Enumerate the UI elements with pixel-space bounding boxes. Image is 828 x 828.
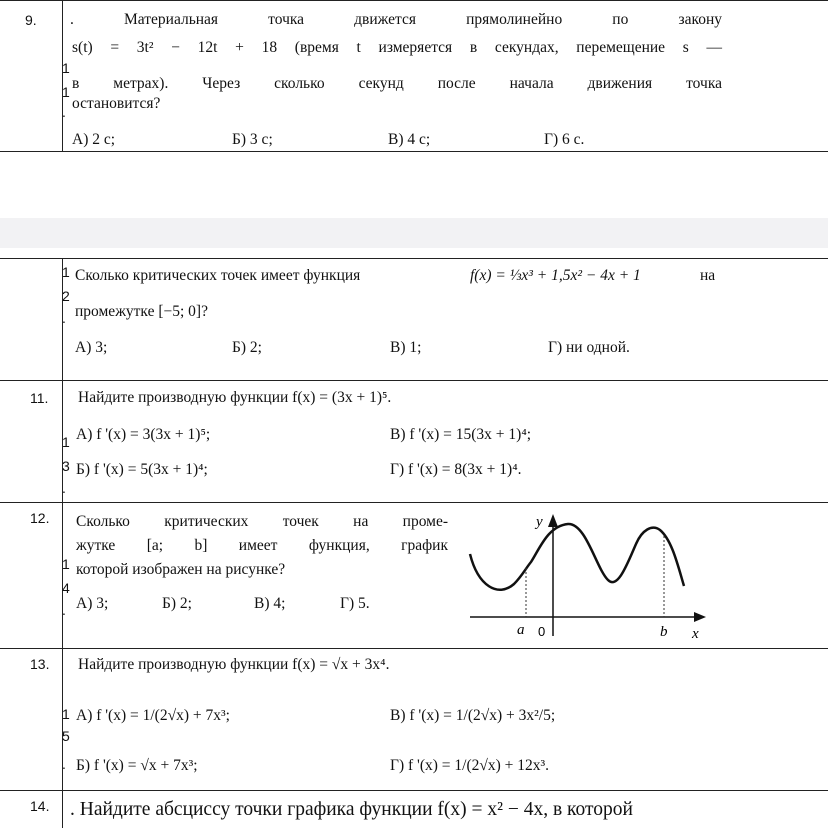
q10-line2: промежутке [−5; 0]? — [75, 303, 208, 320]
q10-side-2: 2 — [62, 288, 70, 304]
q11-side-3: . — [62, 480, 66, 496]
x-axis-label: x — [692, 626, 699, 642]
q9-side-3: . — [62, 104, 66, 120]
q12-side-2: 4 — [62, 580, 70, 596]
q11-side-1: 1 — [62, 434, 70, 450]
q9-line1: . Материальная точка движется прямолинейно по закону — [70, 11, 722, 28]
q14-text: . Найдите абсциссу точки графика функции f(x) = x² − 4x, в которой — [70, 799, 633, 820]
q12-line3: которой изображен на рисунке? — [76, 561, 286, 578]
q12-line1: Сколько критических точек на проме- — [76, 513, 448, 530]
answer-d: Г) 6 с. — [544, 131, 585, 148]
answer-d: Г) 5. — [340, 595, 370, 612]
q10-line1b: на — [700, 267, 716, 284]
answer-c: В) 4 с; — [388, 131, 431, 148]
q10-formula: f(x) = ⅓x³ + 1,5x² − 4x + 1 — [470, 267, 641, 284]
answer-b: Б) f '(x) = √x + 7x³; — [76, 757, 198, 774]
q10-line1a: Сколько критических точек имеет функция — [75, 267, 361, 284]
q12-line2: жутке [a; b] имеет функция, график — [76, 537, 448, 554]
q13-side-2: 5 — [62, 728, 70, 744]
answer-b: Б) 2; — [232, 339, 262, 356]
q9-side-2: 1 — [62, 84, 70, 100]
a-label: a — [517, 622, 525, 638]
answer-c: В) f '(x) = 1/(2√x) + 3x²/5; — [390, 707, 556, 724]
answer-c: В) 4; — [254, 595, 286, 612]
answer-d: Г) ни одной. — [548, 339, 630, 356]
answer-b: Б) f '(x) = 5(3x + 1)⁴; — [76, 461, 208, 478]
answer-a: А) f '(x) = 3(3x + 1)⁵; — [76, 426, 211, 443]
question-number: 14. — [30, 798, 50, 814]
q13-question: Найдите производную функции f(x) = √x + 3x⁴. — [78, 656, 390, 673]
question-number: 12. — [30, 510, 50, 526]
q11-side-2: 3 — [62, 458, 70, 474]
answer-b: Б) 2; — [162, 595, 192, 612]
question-number: 13. — [30, 656, 50, 672]
answer-a: А) 3; — [76, 595, 109, 612]
answer-c: В) f '(x) = 15(3x + 1)⁴; — [390, 426, 532, 443]
q12-side-1: 1 — [62, 556, 70, 572]
question-number: 9. — [25, 12, 37, 28]
q13-side-3: . — [62, 756, 66, 772]
function-graph — [456, 506, 716, 646]
answer-d: Г) f '(x) = 8(3x + 1)⁴. — [390, 461, 522, 478]
q9-line4: остановится? — [72, 95, 161, 112]
answer-a: А) f '(x) = 1/(2√x) + 7x³; — [76, 707, 230, 724]
answer-d: Г) f '(x) = 1/(2√x) + 12x³. — [390, 757, 550, 774]
page-gap — [0, 218, 828, 248]
q9-line3: в метрах). Через сколько секунд после начала движения точка — [72, 75, 722, 92]
q10-side-1: 1 — [62, 264, 70, 280]
b-label: b — [660, 624, 668, 640]
q13-side-1: 1 — [62, 706, 70, 722]
q9-side-1: 1 — [62, 60, 70, 76]
answer-c: В) 1; — [390, 339, 422, 356]
q10-side-3: . — [62, 310, 66, 326]
answer-a: А) 3; — [75, 339, 108, 356]
origin-label: 0 — [538, 624, 546, 639]
q11-question: Найдите производную функции f(x) = (3x + 1)⁵. — [78, 389, 392, 406]
question-number: 11. — [30, 390, 49, 406]
q9-line2: s(t) = 3t² − 12t + 18 (время t измеряется в секундах, перемещение s — — [72, 39, 722, 56]
y-axis-label: y — [536, 514, 543, 530]
answer-a: А) 2 с; — [72, 131, 116, 148]
answer-b: Б) 3 с; — [232, 131, 273, 148]
q12-side-3: . — [62, 602, 66, 618]
